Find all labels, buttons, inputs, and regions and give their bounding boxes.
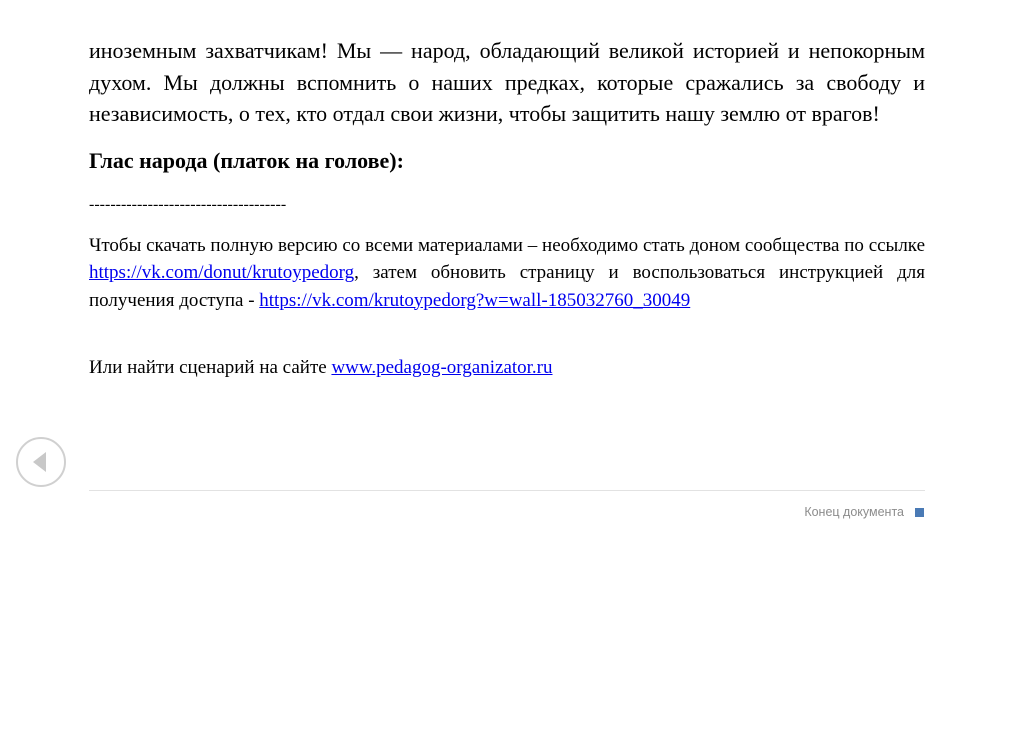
site-paragraph	[89, 354, 925, 382]
body-paragraph: иноземным захватчикам! Мы — народ, обладающий великой историей и непокорным духом. Мы должны вспомнить о наших предках, которые сражались за свободу и независимость, о тех, кто отдал свои жизни, чтобы защитить нашу землю от врагов!	[89, 38, 925, 126]
triangle-left-icon	[18, 439, 64, 485]
download-text-1: Чтобы скачать полную версию со всеми материалами – необходимо стать доном сообщества по ссылке	[89, 234, 925, 256]
end-of-document-label: Конец документа	[804, 505, 904, 519]
speaker-heading: Глас народа (платок на голове):	[89, 147, 404, 173]
dashed-divider: -------------------------------------	[89, 195, 287, 213]
access-link[interactable]: https://vk.com/krutoypedorg?w=wall-185032760_30049	[259, 289, 691, 311]
end-divider	[89, 490, 925, 491]
previous-page-button[interactable]	[16, 437, 66, 487]
donut-link[interactable]: https://vk.com/donut/krutoypedorg	[89, 262, 355, 283]
download-text-2: , затем обновить страницу и воспользоваться инструкцией для получения доступа -	[89, 262, 925, 311]
site-link[interactable]: www.pedagog-organizator.ru	[331, 357, 553, 378]
document-body	[89, 35, 925, 382]
end-marker-square	[915, 508, 924, 517]
download-instructions	[89, 232, 925, 315]
site-text: Или найти сценарий на сайте	[89, 357, 332, 378]
